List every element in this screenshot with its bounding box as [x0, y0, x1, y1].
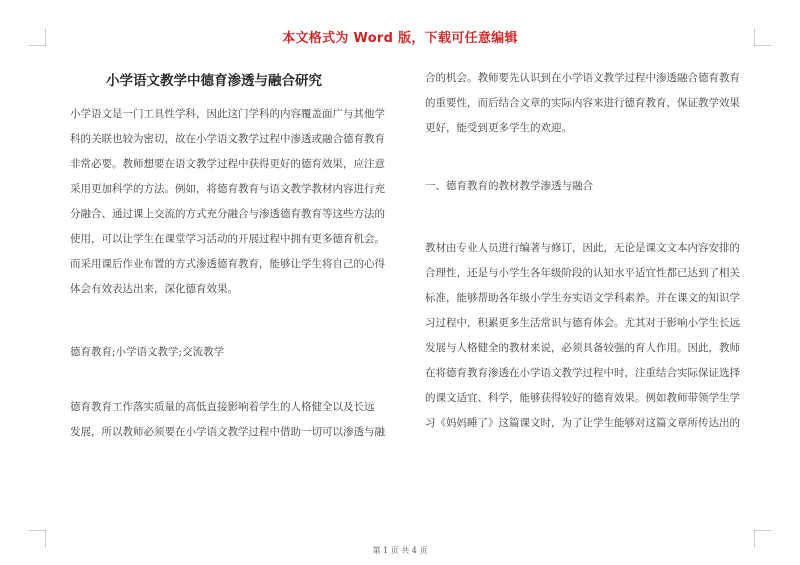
page-number: 第 1 页 共 4 页	[372, 546, 428, 555]
article-title: 小学语文教学中德育渗透与融合研究	[106, 73, 322, 89]
text-line: 而采用课后作业布置的方式渗透德育教育，能够让学生将自己的心得	[70, 258, 385, 270]
text-line: 在将德育教育渗透在小学语文教学过程中时，注重结合实际保证选择	[425, 367, 740, 379]
body-paragraph	[70, 395, 390, 445]
text-line: 更好，能受到更多学生的欢迎。	[425, 122, 572, 134]
text-line: 标准，能够帮助各年级小学生夯实语文学科素养。并在课文的知识学	[425, 292, 740, 304]
frame-bottom-right-h	[754, 530, 772, 531]
text-line: 发展，所以教师必须要在小学语文教学过程中借助一切可以渗透与融	[70, 426, 385, 438]
text-line: 习过程中，积累更多生活常识与德育体会。尤其对于影响小学生长远	[425, 317, 740, 329]
frame-bottom-left-h	[28, 530, 46, 531]
intro-paragraph	[70, 102, 390, 302]
text-line: 科的关联也较为密切，故在小学语文教学过程中渗透或融合德育教育	[70, 133, 385, 145]
text-line: 小学语文是一门工具性学科，因此这门学科的内容覆盖面广与其他学	[70, 108, 385, 120]
word-format-banner: 本文格式为 Word 版，下载可任意编辑	[282, 31, 518, 46]
text-line: 合的机会。教师要先认识到在小学语文教学过程中渗透融合德育教育	[425, 72, 740, 84]
text-line: 发展与人格健全的教材来说，必须具备较强的育人作用。因此，教师	[425, 342, 740, 354]
text-line: 非常必要。教师想要在语文教学过程中获得更好的德育效果，应注意	[70, 158, 385, 170]
text-line: 习《妈妈睡了》这篇课文时，为了让学生能够对这篇文章所传达出的	[425, 417, 740, 429]
section-paragraph	[425, 236, 755, 436]
text-line: 采用更加科学的方法。例如，将德育教育与语文教学教材内容进行充	[70, 183, 385, 195]
text-line: 的重要性，而后结合文章的实际内容来进行德育教育，保证教学效果	[425, 97, 740, 109]
left-column	[70, 72, 390, 445]
text-line: 使用，可以让学生在课堂学习活动的开展过程中拥有更多德育机会。	[70, 233, 385, 245]
keywords-line: 德育教育;小学语文教学;交流教学	[70, 346, 225, 358]
continued-paragraph	[425, 66, 755, 141]
keywords-paragraph	[70, 340, 390, 365]
text-line: 体会有效表达出来，深化德育效果。	[70, 283, 238, 295]
section-heading	[425, 174, 755, 199]
text-line: 的课文适宜、科学，能够获得较好的德育效果。例如教师带领学生学	[425, 392, 740, 404]
text-line: 分融合、通过课上交流的方式充分融合与渗透德育教育等这些方法的	[70, 208, 385, 220]
text-line: 教材由专业人员进行编著与修订，因此，无论是课文文本内容安排的	[425, 242, 740, 254]
right-column	[425, 66, 755, 436]
text-line: 德育教育工作落实质量的高低直接影响着学生的人格健全以及长远	[70, 401, 375, 413]
text-line: 合理性，还是与小学生各年级阶段的认知水平适宜性都已达到了相关	[425, 267, 740, 279]
section-heading-line: 一、德育教育的教材教学渗透与融合	[425, 180, 593, 192]
